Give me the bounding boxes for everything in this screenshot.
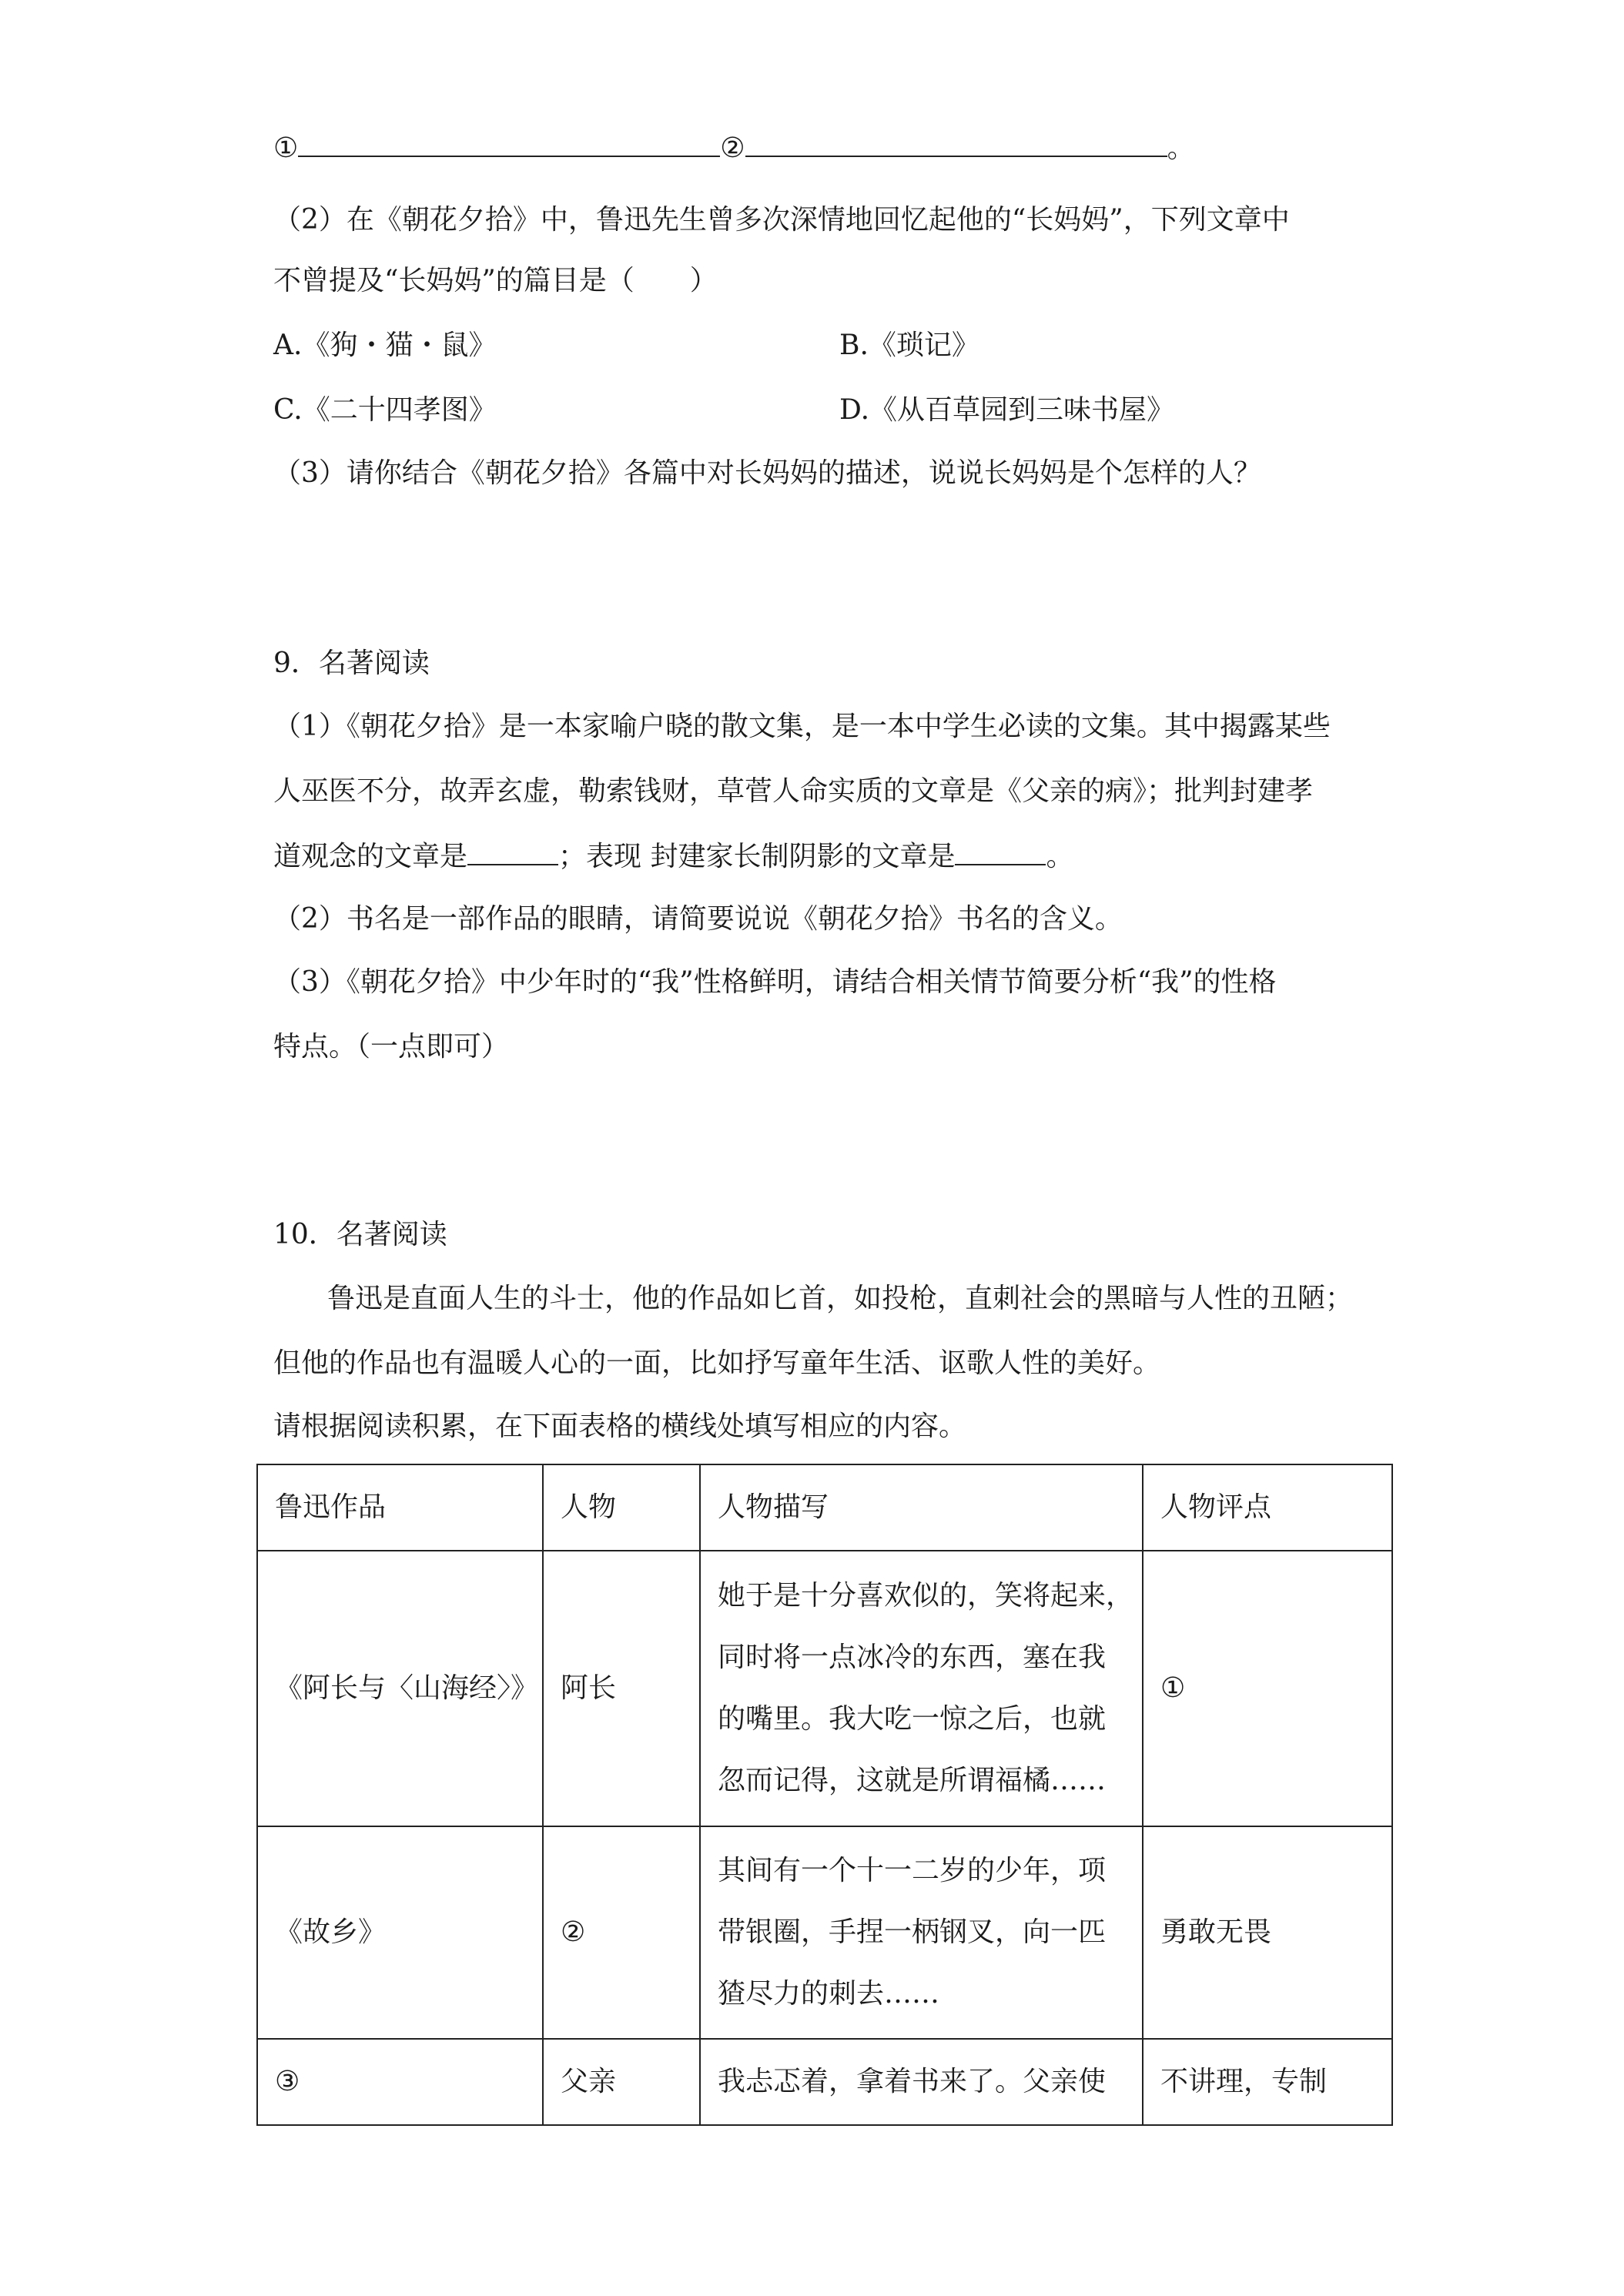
q9-p3b: 特点。（一点即可） xyxy=(273,1031,510,1063)
q8-sub3: （3）请你结合《朝花夕拾》各篇中对长妈妈的描述，说说长妈妈是个怎样的人？ xyxy=(273,457,1261,489)
header-description: 人物描写 xyxy=(700,1464,1143,1551)
header-comment: 人物评点 xyxy=(1143,1464,1392,1551)
option-b[interactable]: B.《琐记》 xyxy=(839,330,979,361)
answer-blank-3[interactable] xyxy=(467,836,558,865)
cell-work: 《故乡》 xyxy=(257,1826,543,2039)
option-c[interactable]: C.《二十四孝图》 xyxy=(273,394,497,426)
q9-p1c-end: 。 xyxy=(1046,841,1074,872)
desc-line: 我忐忑着，拿着书来了。父亲使 xyxy=(718,2066,1107,2097)
answer-blank-2[interactable] xyxy=(745,128,1167,157)
answer-blank-1[interactable] xyxy=(298,128,720,157)
option-a[interactable]: A.《狗・猫・鼠》 xyxy=(273,330,497,361)
q9-p3a: （3）《朝花夕拾》中少年时的“我”性格鲜明，请结合相关情节简要分析“我”的性格 xyxy=(273,966,1277,998)
desc-line: 带银圈，手捏一柄钢叉，向一匹 xyxy=(718,1916,1107,1948)
q9-p2: （2）书名是一部作品的眼睛，请简要说说《朝花夕拾》书名的含义。 xyxy=(273,903,1123,935)
desc-line: 的嘴里。我大吃一惊之后，也就 xyxy=(718,1703,1107,1735)
q8-sub2-cont: 不曾提及“长妈妈”的篇目是（ ） xyxy=(273,265,718,296)
desc-line: 其间有一个十一二岁的少年，项 xyxy=(718,1855,1107,1886)
cell-comment: 不讲理，专制 xyxy=(1143,2039,1392,2125)
q9-p1c-start: 道观念的文章是 xyxy=(273,841,468,872)
desc-line: 忽而记得，这就是所谓福橘…… xyxy=(718,1765,1107,1796)
table-header-row xyxy=(257,1464,1392,1551)
cell-description xyxy=(700,1826,1143,2039)
header-work: 鲁迅作品 xyxy=(257,1464,543,1551)
answer-blank-4[interactable] xyxy=(955,836,1046,865)
cell-description xyxy=(700,1551,1143,1826)
answer-blank-line xyxy=(273,128,1195,167)
table-row xyxy=(257,1551,1392,1826)
cell-person: 阿长 xyxy=(543,1551,700,1826)
q10-intro-b: 但他的作品也有温暖人心的一面，比如抒写童年生活、讴歌人性的美好。 xyxy=(273,1347,1161,1379)
q10-title: 10．名著阅读 xyxy=(273,1219,447,1250)
header-person: 人物 xyxy=(543,1464,700,1551)
desc-line: 她于是十分喜欢似的，笑将起来， xyxy=(718,1580,1134,1612)
cell-description xyxy=(700,2039,1143,2125)
q10-instruction: 请根据阅读积累，在下面表格的横线处填写相应的内容。 xyxy=(273,1411,967,1442)
cell-comment-blank[interactable]: ① xyxy=(1143,1551,1392,1826)
cell-person: 父亲 xyxy=(543,2039,700,2125)
q9-p1c xyxy=(273,836,1073,875)
table-row xyxy=(257,2039,1392,2125)
q9-p1c-mid: ；表现 封建家长制阴影的文章是 xyxy=(558,841,956,872)
desc-line: 猹尽力的刺去…… xyxy=(718,1978,940,2010)
q9-p1b: 人巫医不分，故弄玄虚，勒索钱财，草菅人命实质的文章是《父亲的病》；批判封建孝 xyxy=(273,775,1314,807)
q8-sub2: （2）在《朝花夕拾》中，鲁迅先生曾多次深情地回忆起他的“长妈妈”，下列文章中 xyxy=(273,204,1290,236)
q9-p1a: （1）《朝花夕拾》是一本家喻户晓的散文集，是一本中学生必读的文集。其中揭露某些 xyxy=(273,711,1331,742)
desc-line: 同时将一点冰冷的东西，塞在我 xyxy=(718,1642,1107,1673)
works-table xyxy=(256,1464,1393,2126)
table-row xyxy=(257,1826,1392,2039)
cell-work-blank[interactable]: ③ xyxy=(257,2039,543,2125)
cell-work: 《阿长与〈山海经〉》 xyxy=(257,1551,543,1826)
circle-2: ② xyxy=(720,132,745,164)
q9-title: 9．名著阅读 xyxy=(273,648,430,679)
circle-1: ① xyxy=(273,132,299,164)
cell-person-blank[interactable]: ② xyxy=(543,1826,700,2039)
cell-comment: 勇敢无畏 xyxy=(1143,1826,1392,2039)
q10-intro-a: 鲁迅是直面人生的斗士，他的作品如匕首，如投枪，直刺社会的黑暗与人性的丑陋； xyxy=(327,1283,1354,1314)
line-end: 。 xyxy=(1167,132,1195,164)
option-d[interactable]: D.《从百草园到三味书屋》 xyxy=(839,394,1175,426)
